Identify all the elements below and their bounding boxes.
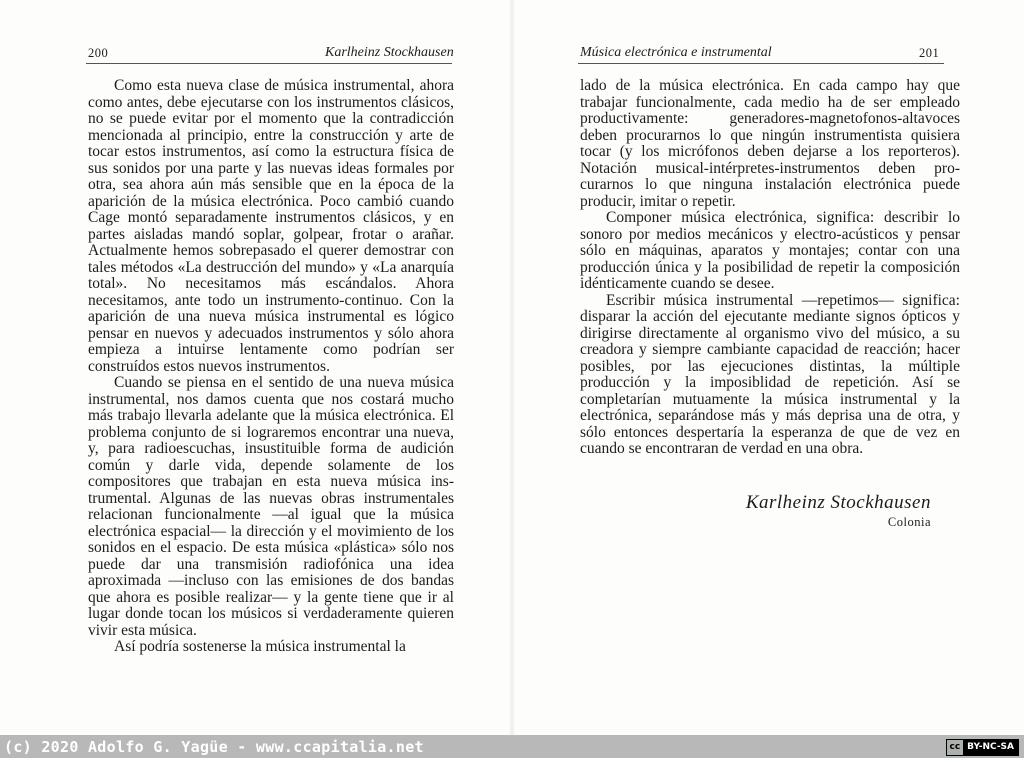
author-signature: Karlheinz Stockhausen	[745, 492, 931, 513]
license-label: BY-NC-SA	[967, 742, 1014, 752]
left-page-body	[88, 78, 454, 656]
copyright-credit: (c) 2020 Adolfo G. Yagüe - www.ccapitalia.net	[4, 738, 424, 756]
header-rule-right	[578, 63, 944, 64]
right-page-body	[580, 78, 960, 458]
page-number-left: 200	[88, 46, 109, 60]
page-number-right: 201	[919, 46, 940, 60]
paragraph: Como esta nueva clase de música instrumental, ahora como antes, debe ejecutarse con los instrumentos clásicos, no se puede evitar por el momento que la contradicción mencionada al principio, entre la construcción y arte de tocar estos instrumentos, así como la estructura física de sus sonidos por una parte y las nuevas ideas formales por otra, sea ahora aún más sensible que en la época de la aparición de la música electrónica. Poco cambió cuando Cage montó separadamente instrumentos clásicos, y en partes aisladas mandó soplar, golpear, frotar o arañar. Actualmente hemos sobrepasado el querer demostrar con tales métodos «La destrucción del mundo» y «La anarquía total». No necesitamos más escándalos. Ahora necesitamos, ante todo un instrumento-continuo. Con la aparición de una nueva música instrumental es lógico pensar en nuevos y adecuados instrumentos y sólo ahora empieza a intuirse lentamente como podrían ser construídos estos nuevos instrumentos.	[88, 77, 454, 375]
paragraph: lado de la música electrónica. En cada campo hay que trabajar funcionalmente, cada medio ha de ser empleado productivamente: generadores-magnetofonos-altavoces deben procurarnos lo que ningún instrumentista quisiera tocar (y los micrófonos deben dejarse a los reporteros). Notación musical-intérpretes-instrumentos deben procurarnos lo que ninguna instalación electrónica puede producir, imitar o repetir.	[580, 77, 960, 210]
paragraph: Así podría sostenerse la música instrumental la	[114, 638, 406, 655]
cc-icon: cc	[947, 740, 964, 755]
paragraph: Componer música electrónica, significa: describir lo sonoro por medios mecánicos y electro-acústicos y pensar sólo en máquinas, aparatos y montajes; contar con una producción única y la posibilidad de repetir la composición idénticamente cuando se desee.	[580, 209, 960, 292]
creative-commons-badge	[946, 739, 1020, 756]
paragraph: Escribir música instrumental —repetimos— significa: disparar la acción del ejecutante mediante signos ópticos y dirigirse directamente al organismo vivo del músico, a su creadora y siempre cambiante capacidad de reacción; hacer posibles, por las ejecuciones distintas, la múltiple producción y la imposiblidad de repetición. Así se completarían mutuamente la música instrumental y la electrónica, separándose más y más deprisa una de otra, y sólo entonces despertaría la esperanza de que de vez en cuando se encontraran de verdad en una obra.	[580, 291, 960, 457]
credit-footer	[0, 735, 1024, 758]
paragraph: Cuando se piensa en el sentido de una nueva música instrumental, nos damos cuenta que nos costará mucho más trabajo llevarla adelante que la música electrónica. El problema conjunto de si lograremos encontrar una nueva, y, para radioescuchas, insustituible forma de audición común y darle vida, depende solamente de los compositores que trabajan en esta nueva música instrumental. Algunas de las nuevas obras instrumentales relacionan funcionalmente —al igual que la música electrónica espacial— la dirección y el movimiento de los sonidos en el espacio. De esta música «plástica» sólo nos puede dar una transmisión radiofónica una idea aproximada —incluso con las emisiones de dos bandas que ahora es posible realizar— y la gente tiene que ir al lugar donde tocan los músicos si verdaderamente quieren vivir esta música.	[88, 374, 454, 639]
signature-place: Colonia	[887, 515, 931, 529]
right-page	[512, 0, 1024, 735]
running-head-left: Karlheinz Stockhausen	[325, 45, 454, 60]
running-head-right: Música electrónica e instrumental	[580, 45, 772, 60]
left-page	[0, 0, 512, 735]
header-rule-left	[86, 63, 452, 64]
